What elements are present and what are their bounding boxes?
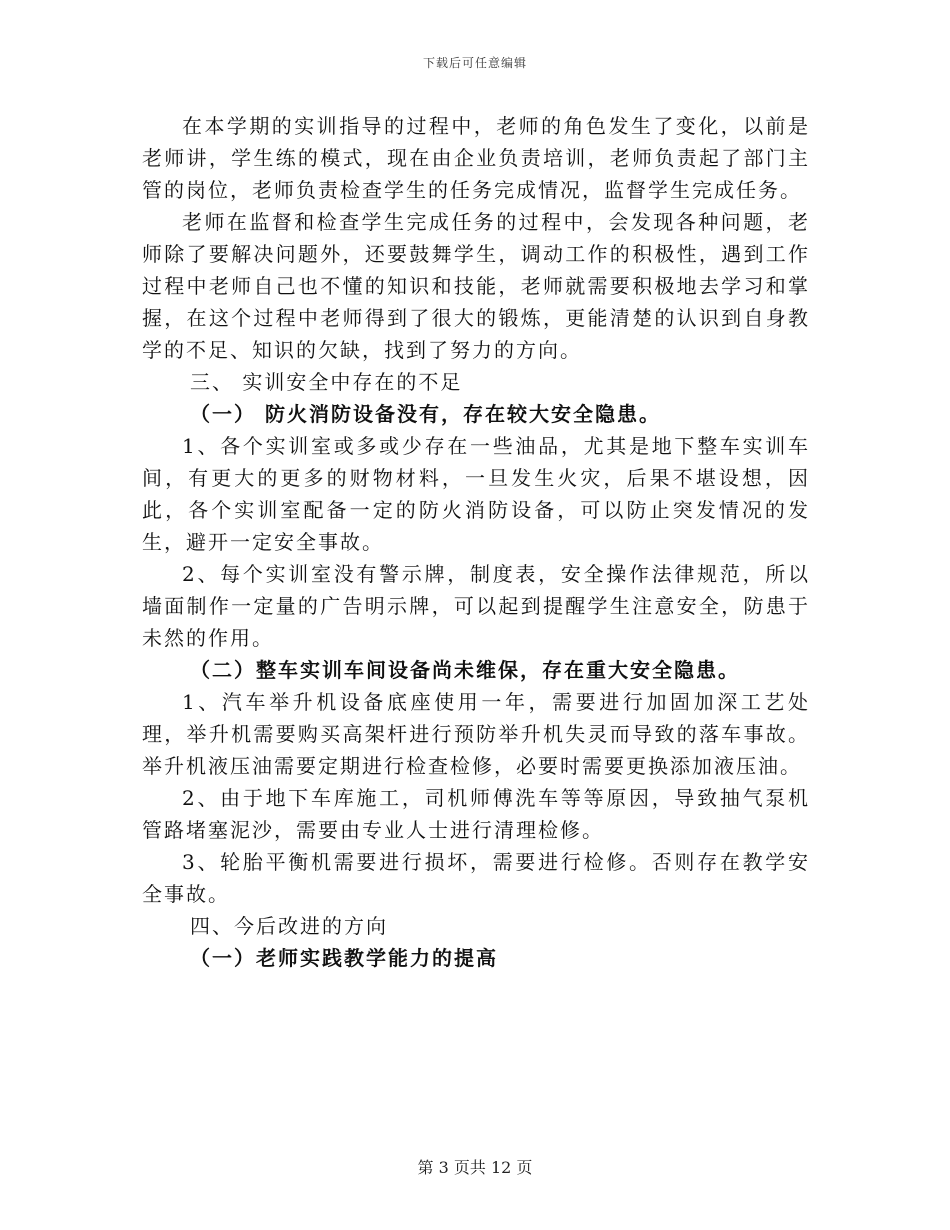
section-heading-safety-issues: 三、 实训安全中存在的不足	[190, 370, 463, 394]
document-body	[142, 110, 810, 974]
subsection-heading-equipment-maintenance: （二）整车实训车间设备尚未维保，存在重大安全隐患。	[190, 658, 740, 682]
paragraph-pump-pipe: 2、由于地下车库施工，司机师傅洗车等等原因，导致抽气泵机管路堵塞泥沙，需要由专业人士进行清理检修。	[142, 786, 810, 842]
subsection-heading-fire-safety: （一） 防火消防设备没有，存在较大安全隐患。	[190, 402, 661, 426]
page-footer-number: 第 3 页共 12 页	[417, 1158, 533, 1177]
section-heading-improvement: 四、今后改进的方向	[190, 914, 388, 938]
paragraph-teacher-growth: 老师在监督和检查学生完成任务的过程中，会发现各种问题，老师除了要解决问题外，还要鼓舞学生，调动工作的积极性，遇到工作过程中老师自己也不懂的知识和技能，老师就需要积极地去学习和掌握，在这个过程中老师得到了很大的锻炼，更能清楚的认识到自身教学的不足、知识的欠缺，找到了努力的方向。	[142, 210, 810, 362]
paragraph-warning-signs: 2、每个实训室没有警示牌，制度表，安全操作法律规范，所以墙面制作一定量的广告明示牌，可以起到提醒学生注意安全，防患于未然的作用。	[142, 562, 810, 650]
subsection-heading-teaching-ability: （一）老师实践教学能力的提高	[190, 946, 498, 970]
paragraph-teacher-role: 在本学期的实训指导的过程中，老师的角色发生了变化，以前是老师讲，学生练的模式，现在由企业负责培训，老师负责起了部门主管的岗位，老师负责检查学生的任务完成情况，监督学生完成任务。	[142, 114, 810, 202]
paragraph-tire-balancer: 3、轮胎平衡机需要进行损坏，需要进行检修。否则存在教学安全事故。	[142, 850, 810, 906]
page-header-note: 下载后可任意编辑	[422, 56, 527, 70]
paragraph-fire-equipment: 1、各个实训室或多或少存在一些油品，尤其是地下整车实训车间，有更大的更多的财物材料，一旦发生火灾，后果不堪设想，因此，各个实训室配备一定的防火消防设备，可以防止突发情况的发生，避开一定安全事故。	[142, 434, 810, 554]
paragraph-car-lift: 1、汽车举升机设备底座使用一年，需要进行加固加深工艺处理，举升机需要购买高架杆进行预防举升机失灵而导致的落车事故。举升机液压油需要定期进行检查检修，必要时需要更换添加液压油。	[142, 690, 810, 778]
